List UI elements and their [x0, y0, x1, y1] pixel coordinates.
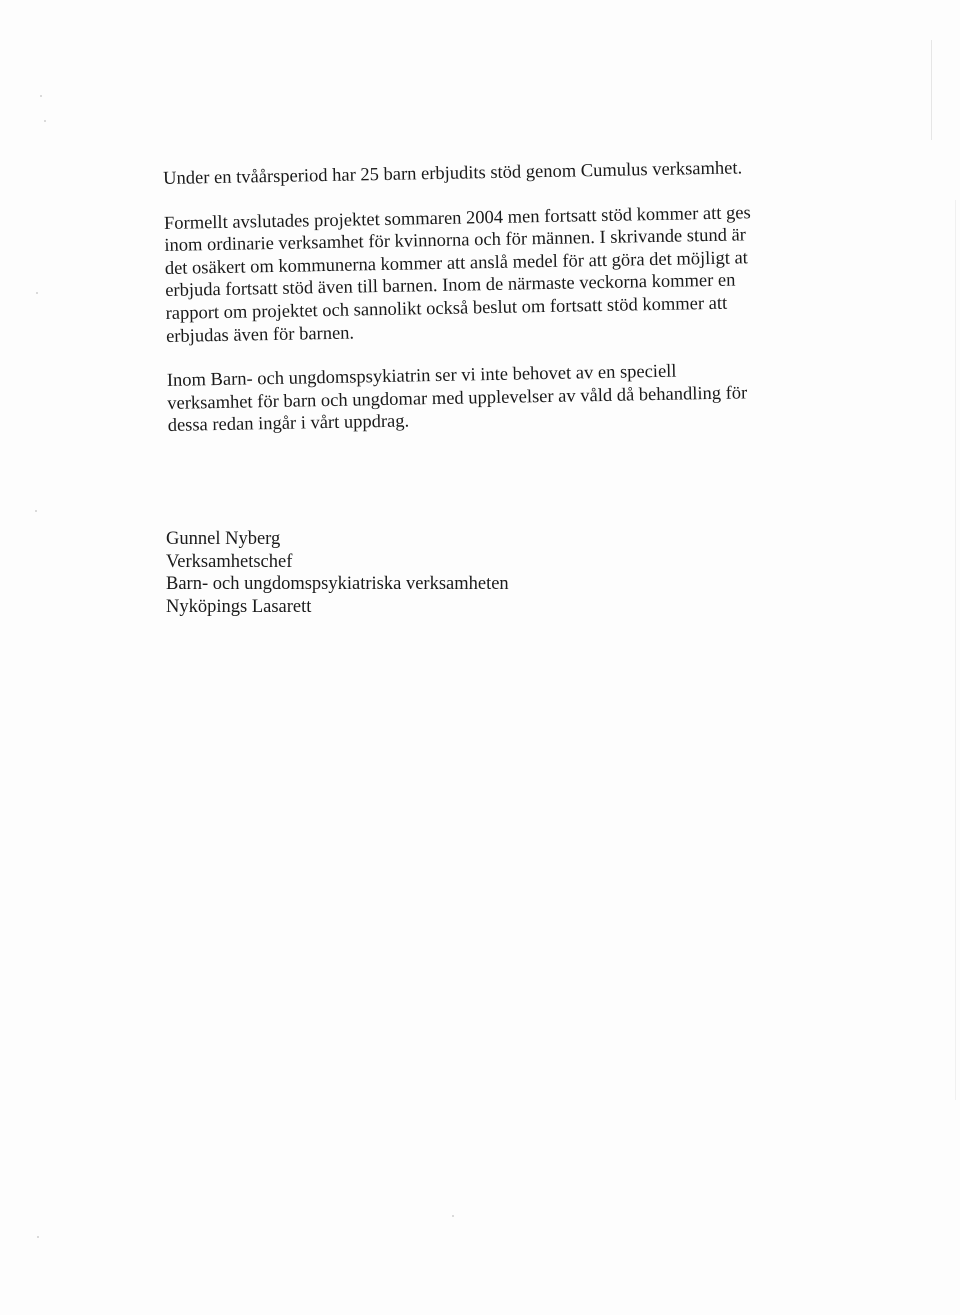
- text-line: verksamhet för barn och ungdomar med upplevelser av våld då behandling för: [167, 383, 748, 414]
- scan-speck: [35, 510, 37, 512]
- signature-organization: Nyköpings Lasarett: [166, 596, 312, 617]
- text-line: Inom Barn- och ungdomspsykiatrin ser vi inte behovet av en speciell: [166, 361, 677, 392]
- scan-speck: [37, 1236, 39, 1238]
- scan-speck: [44, 120, 46, 122]
- text-line: Under en tvåårsperiod har 25 barn erbjudits stöd genom Cumulus verksamhet.: [163, 158, 743, 189]
- paragraph-project-status: [164, 201, 806, 348]
- signature-block: [166, 528, 509, 618]
- signature-name: Gunnel Nyberg: [166, 529, 281, 549]
- text-line: erbjudas även för barnen.: [165, 323, 355, 347]
- scan-speck: [36, 292, 38, 294]
- scan-edge-mark: [955, 200, 956, 1100]
- text-line: erbjuda fortsatt stöd även till barnen. Inom de närmaste veckorna kommer en: [165, 270, 736, 302]
- signature-title: Verksamhetschef: [166, 551, 293, 572]
- paragraph-intro: [163, 156, 803, 190]
- scan-edge-mark: [931, 40, 932, 140]
- scan-speck: [452, 1215, 454, 1217]
- text-line: det osäkert om kommunerna kommer att anslå medel för att göra det möjligt at: [164, 248, 749, 279]
- text-line: inom ordinarie verksamhet för kvinnorna och för männen. I skrivande stund är: [164, 225, 747, 257]
- text-line: rapport om projektet och sannolikt också beslut om fortsatt stöd kommer att: [165, 293, 728, 324]
- text-line: dessa redan ingår i vårt uppdrag.: [167, 411, 410, 437]
- letter-body: [163, 156, 808, 460]
- signature-department: Barn- och ungdomspsykiatriska verksamheten: [166, 574, 509, 595]
- text-line: Formellt avslutades projektet sommaren 2004 men fortsatt stöd kommer att ges: [163, 202, 751, 234]
- scan-speck: [40, 95, 42, 97]
- paragraph-bup-statement: [167, 358, 808, 437]
